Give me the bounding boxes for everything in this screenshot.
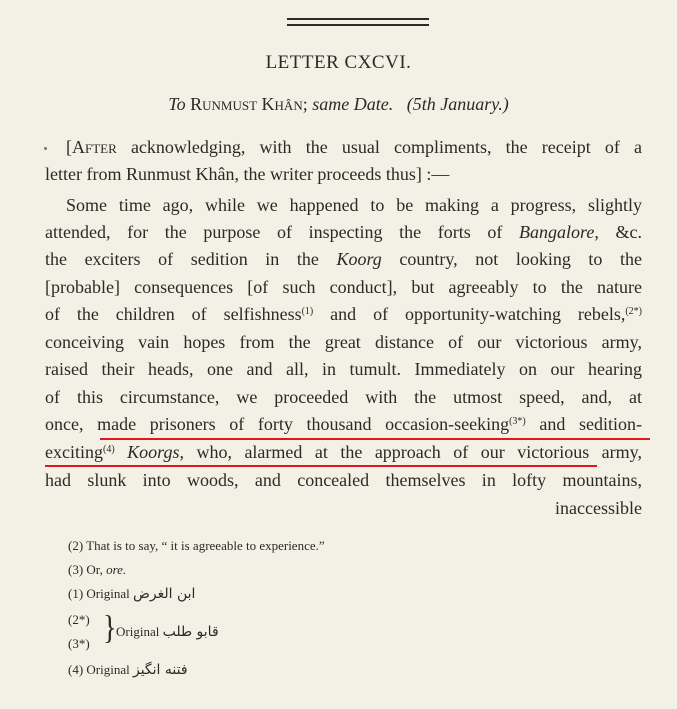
footnote-2star-arabic: قابو طلب <box>162 624 219 640</box>
footnote-4-label: (4) Original <box>68 662 133 677</box>
after-word: After <box>72 137 117 157</box>
body-line-14: inaccessible <box>555 498 642 518</box>
line-12-text: exciting <box>45 442 103 462</box>
subtitle-to: To <box>168 94 186 114</box>
footnote-ref-4[interactable]: (4) <box>102 444 115 455</box>
footnote-1 <box>68 586 195 602</box>
body-line-10: of this circumstance, we proceeded with the utmost speed, and, at <box>45 387 642 407</box>
margin-mark <box>44 147 47 150</box>
footnote-3-label: (3) Or, <box>68 562 107 577</box>
line-1-text: acknowledging, with the usual compliments, the receipt of a <box>116 137 642 157</box>
red-underline-2 <box>45 465 597 467</box>
footnote-ref-2[interactable]: (2*) <box>625 306 643 317</box>
top-rule-upper <box>287 18 429 20</box>
top-rule-lower <box>287 24 429 26</box>
body-line-9: raised their heads, one and all, in tumult. Immediately on our hearing <box>45 359 642 379</box>
letter-title: LETTER CXCVI. <box>265 52 412 73</box>
subtitle-sep: ; <box>302 94 308 114</box>
line-7-text: of the children of selfishness <box>45 304 302 324</box>
line-11-text: once, made prisoners of forty thousand occasion-seeking <box>45 414 510 434</box>
line-5-text: the exciters of sedition in the <box>45 249 337 269</box>
footnote-3-ore: ore. <box>106 562 127 577</box>
line-4-text: attended, for the purpose of inspecting the forts of <box>45 222 520 242</box>
footnote-1-arabic: ابن الغرض <box>132 586 196 602</box>
body-line-7 <box>45 304 642 325</box>
red-underline-1 <box>100 438 650 440</box>
body-line-6: [probable] consequences [of such conduct], but agreeably to the nature <box>45 277 642 297</box>
footnote-4-arabic: فتنه انگیز <box>132 662 188 678</box>
letter-subtitle <box>0 94 677 115</box>
line-12-rest: who, alarmed at the approach of our victorious army, <box>183 442 642 462</box>
body-line-11 <box>45 414 642 435</box>
body-line-2: letter from Runmust Khân, the writer proceeds thus] :— <box>45 164 450 184</box>
footnote-2star-3star-original <box>116 624 219 640</box>
place-bangalore: Bangalore, <box>519 222 599 242</box>
line-11-rest: and sedition- <box>525 414 642 434</box>
footnote-ref-1[interactable]: (1) <box>301 306 314 317</box>
people-koorgs: Koorgs, <box>114 442 184 462</box>
footnote-3 <box>68 562 126 578</box>
footnote-2star: (2*) <box>68 612 90 627</box>
line-5-rest: country, not looking to the <box>381 249 642 269</box>
footnote-2: (2) That is to say, “ it is agreeable to experience.” <box>68 538 325 553</box>
footnote-ref-3[interactable]: (3*) <box>509 416 526 427</box>
body-line-8: conceiving vain hopes from the great distance of our victorious army, <box>45 332 642 352</box>
body-line-4 <box>45 222 642 243</box>
footnote-4 <box>68 662 188 678</box>
bracket-open: [ <box>66 137 72 157</box>
body-line-5 <box>45 249 642 270</box>
body-line-3: Some time ago, while we happened to be making a progress, slightly <box>66 195 642 215</box>
place-koorg: Koorg <box>336 249 382 269</box>
line-4-etc: &c. <box>598 222 642 242</box>
body-line-1 <box>66 137 642 158</box>
footnote-3star: (3*) <box>68 636 90 651</box>
brace-icon: } <box>103 609 117 647</box>
footnote-original-label: Original <box>116 624 163 639</box>
body-line-13: had slunk into woods, and concealed themselves in lofty mountains, <box>45 470 642 490</box>
footnote-1-label: (1) Original <box>68 586 133 601</box>
subtitle-date: (5th January.) <box>406 94 509 114</box>
line-7-rest: and of opportunity-watching rebels, <box>313 304 626 324</box>
body-line-12 <box>45 442 642 463</box>
subtitle-same-date: same Date. <box>312 94 394 114</box>
subtitle-name: Runmust Khân <box>190 94 303 114</box>
